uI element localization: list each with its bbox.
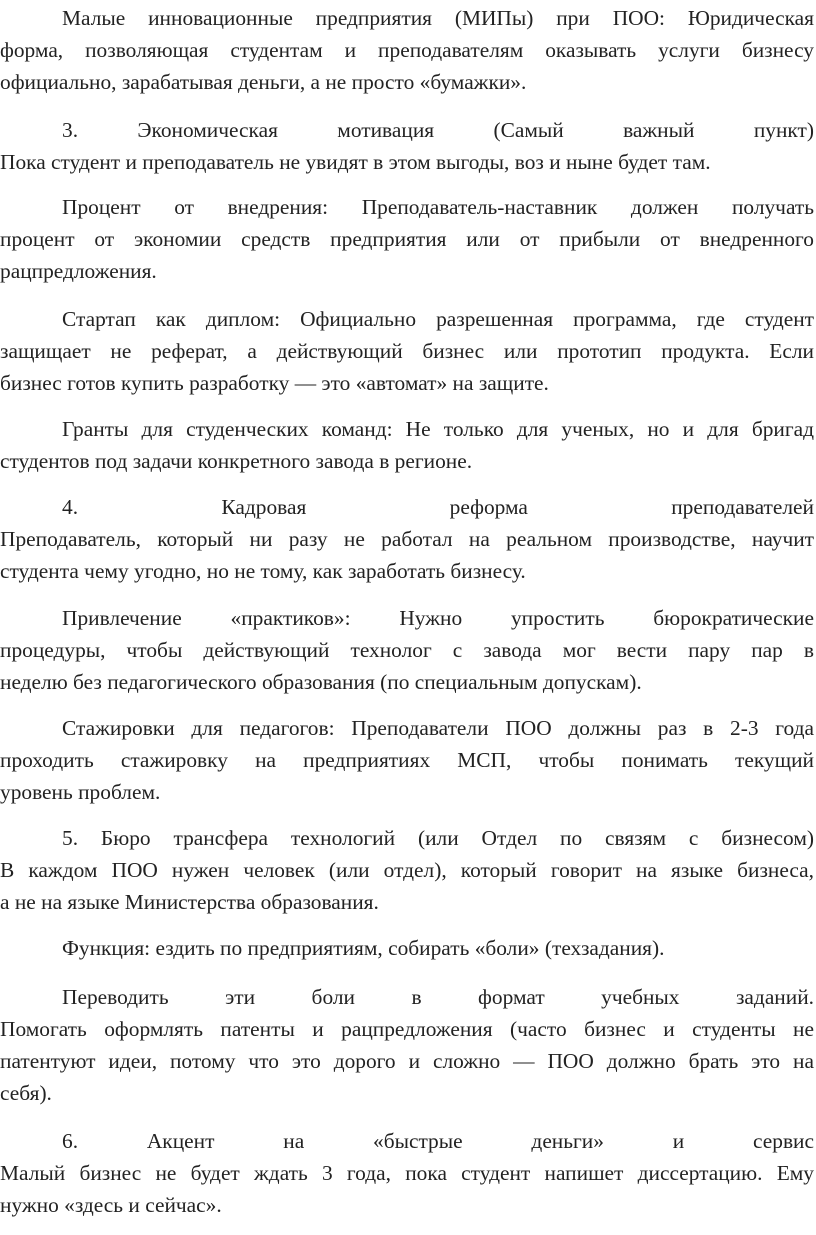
paragraph-grants <box>0 413 814 477</box>
text-line: студента чему угодно, но не тому, как заработать бизнесу. <box>0 559 526 583</box>
heading-line: 6. Акцент на «быстрые деньги» и сервис <box>62 1129 814 1153</box>
text-line: Переводить эти боли в формат учебных заданий. <box>62 985 814 1009</box>
text-line: проходить стажировку на предприятиях МСП, чтобы понимать текущий <box>0 748 814 772</box>
text-line: студентов под задачи конкретного завода в регионе. <box>0 449 473 473</box>
text-line: патентуют идеи, потому что это дорого и сложно — ПОО должно брать это на <box>0 1049 814 1073</box>
heading-line: 5. Бюро трансфера технологий (или Отдел по связям с бизнесом) <box>62 826 814 850</box>
text-line: рацпредложения. <box>0 259 157 283</box>
text-line: неделю без педагогического образования (по специальным допускам). <box>0 670 642 694</box>
heading-line: 4. Кадровая реформа преподавателей <box>62 495 814 519</box>
text-line: Функция: ездить по предприятиям, собирать «боли» (техзадания). <box>62 936 665 960</box>
text-line: уровень проблем. <box>0 780 161 804</box>
section-heading-3 <box>0 114 814 178</box>
text-line: процедуры, чтобы действующий технолог с завода мог вести пару пар в <box>0 638 814 662</box>
text-line: Пока студент и преподаватель не увидят в этом выгоды, воз и ныне будет там. <box>0 150 711 174</box>
paragraph-percent <box>0 191 814 287</box>
text-line: официально, зарабатывая деньги, а не просто «бумажки». <box>0 70 527 94</box>
text-line: Малые инновационные предприятия (МИПы) при ПОО: Юридическая <box>62 6 814 30</box>
text-line: Стартап как диплом: Официально разрешенная программа, где студент <box>62 307 814 331</box>
paragraph-function <box>0 932 814 964</box>
text-line: Малый бизнес не будет ждать 3 года, пока студент напишет диссертацию. Ему <box>0 1161 814 1185</box>
section-heading-4 <box>0 491 814 587</box>
section-heading-6 <box>0 1125 814 1221</box>
text-line: защищает не реферат, а действующий бизнес или прототип продукта. Если <box>0 339 814 363</box>
text-line: Гранты для студенческих команд: Не только для ученых, но и для бригад <box>62 417 814 441</box>
text-line: бизнес готов купить разработку — это «автомат» на защите. <box>0 371 549 395</box>
text-line: Помогать оформлять патенты и рацпредложения (часто бизнес и студенты не <box>0 1017 814 1041</box>
text-line: В каждом ПОО нужен человек (или отдел), который говорит на языке бизнеса, <box>0 858 814 882</box>
text-line: себя). <box>0 1081 52 1105</box>
text-line: а не на языке Министерства образования. <box>0 890 379 914</box>
paragraph-internships <box>0 712 814 808</box>
heading-line: 3. Экономическая мотивация (Самый важный пункт) <box>62 118 814 142</box>
paragraph-translate <box>0 981 814 1109</box>
paragraph-practitioners <box>0 602 814 698</box>
text-line: Преподаватель, который ни разу не работал на реальном производстве, научит <box>0 527 814 551</box>
text-line: форма, позволяющая студентам и преподавателям оказывать услуги бизнесу <box>0 38 814 62</box>
text-line: процент от экономии средств предприятия или от прибыли от внедренного <box>0 227 814 251</box>
text-line: нужно «здесь и сейчас». <box>0 1193 222 1217</box>
paragraph-startup <box>0 303 814 399</box>
section-heading-5 <box>0 822 814 918</box>
text-line: Стажировки для педагогов: Преподаватели ПОО должны раз в 2-3 года <box>62 716 814 740</box>
text-line: Привлечение «практиков»: Нужно упростить бюрократические <box>62 606 814 630</box>
paragraph-mip <box>0 2 814 98</box>
text-line: Процент от внедрения: Преподаватель-наставник должен получать <box>62 195 814 219</box>
